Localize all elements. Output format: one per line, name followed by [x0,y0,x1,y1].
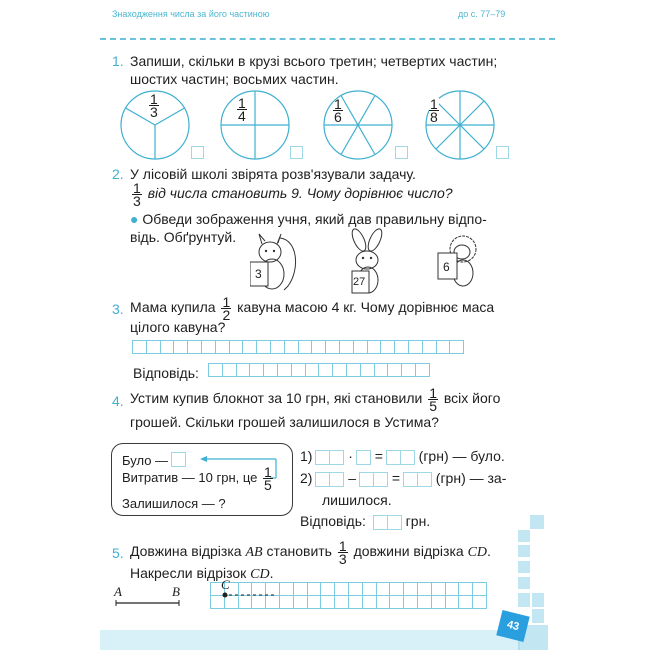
grid-cell[interactable] [293,582,308,596]
answer-label: Відповідь: [133,365,199,381]
grid-cell[interactable] [403,582,418,596]
answer-cell[interactable] [374,363,389,377]
task-text: відь. Обґрунтуй. [130,229,237,245]
grid-cell[interactable] [362,595,377,609]
solution-cell[interactable] [325,340,340,354]
solution-cells[interactable] [133,340,464,354]
answer-cell[interactable] [236,363,251,377]
fraction-circle-eighths [424,89,496,161]
fraction-label: $\frac{1}{6}$ [334,96,342,125]
fraction-circle-quarters [219,89,291,161]
solution-cell[interactable] [353,340,368,354]
grid-cell[interactable] [307,582,322,596]
grid-cell[interactable] [417,595,432,609]
task-text: Устим купив блокнот за 10 грн, які становили $\frac{1}{5}$ всіх його [130,385,501,414]
header-page-reference: до с. 77–79 [458,9,506,19]
grid-cell[interactable] [417,582,432,596]
grid-cell[interactable] [376,595,391,609]
task-text: цілого кавуна? [130,319,226,335]
answer-cell[interactable] [305,363,320,377]
grid-cell[interactable] [389,582,404,596]
answer-cell[interactable] [263,363,278,377]
answer-line: Відповідь: грн. [300,513,431,529]
answer-box[interactable] [496,146,509,159]
solution-cell[interactable] [270,340,285,354]
hedgehog-image[interactable] [435,233,485,293]
grid-cell[interactable] [348,595,363,609]
solution-cell[interactable] [298,340,313,354]
solution-cell[interactable] [160,340,175,354]
grid-cell[interactable] [320,582,335,596]
solution-cell[interactable] [367,340,382,354]
answer-box[interactable] [191,146,204,159]
grid-cell[interactable] [320,595,335,609]
bullet-icon: ● [130,211,139,227]
grid-cell[interactable] [334,595,349,609]
solution-cell[interactable] [408,340,423,354]
hedgehog-answer: 6 [443,260,450,274]
task-number: 4. [112,393,124,409]
answer-cell[interactable] [387,363,402,377]
task-text: Довжина відрізка AB становить $\frac{1}{3}$ довжини відрізка CD. [130,538,491,567]
answer-box[interactable] [374,515,402,530]
task-text: Накресли відрізок CD. [130,565,274,582]
solution-cell[interactable] [229,340,244,354]
solution-cell[interactable] [394,340,409,354]
task-problem: $\frac{1}{3}$ від числа становить 9. Чому дорівнює число? [133,180,453,209]
answer-box[interactable] [172,452,186,467]
answer-cell[interactable] [318,363,333,377]
task-number: 5. [112,545,124,561]
solution-cell[interactable] [422,340,437,354]
squirrel-image[interactable] [250,230,300,295]
grid-cell[interactable] [307,595,322,609]
answer-box[interactable] [290,146,303,159]
drawing-grid[interactable] [211,577,487,610]
segment-cd-start [219,590,279,600]
scheme-left: Залишилося — ? [122,496,226,511]
point-b-label: B [172,584,180,599]
answer-cells[interactable] [209,363,430,377]
bunny-answer: 27 [353,276,366,288]
answer-box[interactable] [357,450,371,465]
solution-cell[interactable] [187,340,202,354]
answer-cell[interactable] [277,363,292,377]
task-number: 3. [112,301,124,317]
answer-cell[interactable] [222,363,237,377]
solution-cell[interactable] [436,340,451,354]
fraction-label: $\frac{1}{4}$ [238,95,246,124]
grid-cell[interactable] [445,582,460,596]
solution-cell[interactable] [132,340,147,354]
answer-cell[interactable] [332,363,347,377]
answer-box[interactable] [316,472,344,487]
step-2: 2) – = (грн) — за- [300,470,507,486]
answer-box[interactable] [395,146,408,159]
step-1: 1) · = (грн) — було. [300,448,505,464]
task-text: Мама купила $\frac{1}{2}$ кавуна масою 4 кг. Чому дорівнює маса [130,294,495,323]
grid-cell[interactable] [445,595,460,609]
solution-cell[interactable] [339,340,354,354]
scheme-was: Було — [122,452,186,470]
answer-cell[interactable] [249,363,264,377]
grid-cell[interactable] [431,595,446,609]
page-number: 43 [496,610,529,642]
task-instruction: ● Обведи зображення учня, який дав правильну відпо- [130,211,487,227]
grid-cell[interactable] [362,582,377,596]
grid-cell[interactable] [472,595,487,609]
solution-cell[interactable] [201,340,216,354]
task-text: шостих частин; восьмих частин. [130,71,339,87]
fraction-circle-thirds [119,89,191,161]
solution-cell[interactable] [256,340,271,354]
fraction-circle-sixths [322,89,394,161]
header-topic: Знаходження числа за його частиною [112,9,270,19]
grid-cell[interactable] [293,595,308,609]
answer-cell[interactable] [401,363,416,377]
answer-box[interactable] [404,472,432,487]
solution-cell[interactable] [242,340,257,354]
header-divider [100,38,555,40]
step-2-continued: лишилося. [322,492,392,508]
solution-cell[interactable] [311,340,326,354]
solution-cell[interactable] [380,340,395,354]
answer-box[interactable] [316,450,344,465]
fraction-label: $\frac{1}{3}$ [150,91,158,120]
solution-cell[interactable] [173,340,188,354]
answer-cell[interactable] [346,363,361,377]
grid-cell[interactable] [279,582,294,596]
short-record-box [111,443,293,516]
task-text: У лісовій школі звірята розв'язували задачу. [130,166,416,182]
solution-cell[interactable] [284,340,299,354]
grid-cell[interactable] [458,595,473,609]
grid-cell[interactable] [348,582,363,596]
grid-cell[interactable] [458,582,473,596]
squirrel-answer: 3 [255,267,262,281]
grid-cell[interactable] [279,595,294,609]
fraction-label: $\frac{1}{8}$ [430,96,438,125]
grid-cell[interactable] [403,595,418,609]
grid-cell[interactable] [334,582,349,596]
answer-cell[interactable] [415,363,430,377]
task-number: 2. [112,166,124,182]
point-a-label: A [114,584,122,599]
grid-cell[interactable] [472,582,487,596]
grid-cell[interactable] [389,595,404,609]
task-number: 1. [112,53,124,69]
solution-cell[interactable] [449,340,464,354]
task-text: Запиши, скільки в крузі всього третин; четвертих частин; [130,53,498,69]
answer-box[interactable] [360,472,388,487]
bunny-image[interactable] [345,228,390,298]
solution-cell[interactable] [215,340,230,354]
point-c-label: C [221,577,230,592]
answer-cell[interactable] [360,363,375,377]
answer-cell[interactable] [208,363,223,377]
answer-box[interactable] [387,450,415,465]
task-text: грошей. Скільки грошей залишилося в Устима? [130,414,439,430]
grid-cell[interactable] [431,582,446,596]
segment-ab [112,584,187,614]
answer-cell[interactable] [291,363,306,377]
grid-cell[interactable] [376,582,391,596]
solution-cell[interactable] [146,340,161,354]
scheme-spent: Витратив — 10 грн, це $\frac{1}{5}$ [122,464,272,493]
